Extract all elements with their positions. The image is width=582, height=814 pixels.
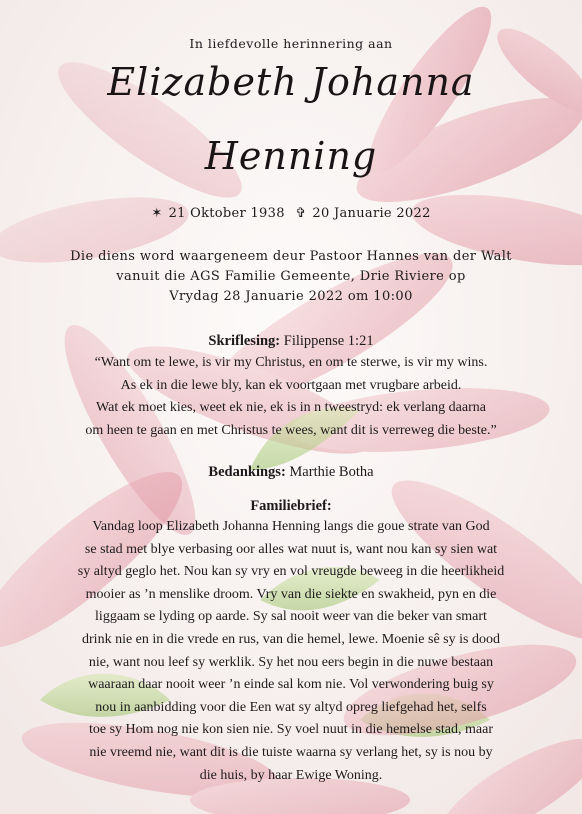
cross-icon: ✞ [295,206,307,221]
scripture-heading [0,333,582,350]
intro-text: In liefdevolle herinnering aan [189,36,393,51]
letter-line: Vandag loop Elizabeth Johanna Henning langs die goue strate van God [92,519,490,534]
life-dates [0,206,582,221]
star-icon: ✶ [151,206,163,221]
name-line-1: Elizabeth Johanna [107,60,475,104]
verse-line: “Want om te lewe, is vir my Christus, en om te sterwe, is vir my wins. [94,355,488,370]
letter-line: se stad met blye verbasing oor alles wat nuut is, want nou kan sy sien wat [84,541,498,557]
letter-line: nie vreemd nie, want dit is die tuiste waarna sy verlang het, sy is nou by [89,744,493,760]
service-line: Die diens word waargeneem deur Pastoor Hannes van der Walt [70,249,512,264]
thanks-label: Bedankings: [208,464,286,480]
letter-line: nie, want nou leef sy werklik. Sy het nou eers begin in die nuwe bestaan [88,654,494,670]
death-date: 20 Januarie 2022 [312,206,431,221]
family-letter-text [0,516,582,787]
thanks-name: Marthie Botha [289,464,374,480]
service-details [0,247,582,307]
letter-line: waaraan daar nooit weer ’n einde sal kom nie. Vol verwondering buig sy [88,677,494,693]
letter-line: liggaam se lyding op aarde. Sy sal nooit weer van die beker van smart [95,609,487,625]
name-line-2: Henning [204,134,378,178]
verse-line: As ek in die lewe bly, kan ek voortgaan met vrugbare arbeid. [120,377,462,393]
service-line: vanuit die AGS Familie Gemeente, Drie Riviere op [116,269,466,284]
verse-line: om heen te gaan en met Christus te wees, want dit is verreweg die beste.” [85,422,497,438]
family-letter-heading: Familiebrief: [250,498,332,514]
letter-line: mooier as ’n menslike droom. Vry van die siekte en swakheid, pyn en die [85,586,497,602]
birth-date: 21 Oktober 1938 [168,206,285,221]
thanks-line [0,464,582,481]
scripture-reference: Filippense 1:21 [283,333,374,349]
letter-line: sy altyd geglo het. Nou kan sy vry en vol vreugde beweeg in die heerlikheid [77,564,505,580]
letter-line: nou in aanbidding voor die Een wat sy altyd opreg liefgehad het, selfs [95,699,487,715]
scripture-verse [0,352,582,442]
verse-line: Wat ek moet kies, weet ek nie, ek is in n tweestryd: ek verlang daarna [96,400,486,416]
service-line: Vrydag 28 Januarie 2022 om 10:00 [169,289,413,304]
scripture-label: Skriflesing: [208,333,281,349]
letter-line: die huis, by haar Ewige Woning. [199,767,383,783]
letter-line: toe sy Hom nog nie kon sien nie. Sy voel nuut in die hemelse stad, maar [89,722,493,738]
letter-line: drink nie en in die vrede en rus, van die hemel, lewe. Moenie sê sy is dood [82,631,500,647]
